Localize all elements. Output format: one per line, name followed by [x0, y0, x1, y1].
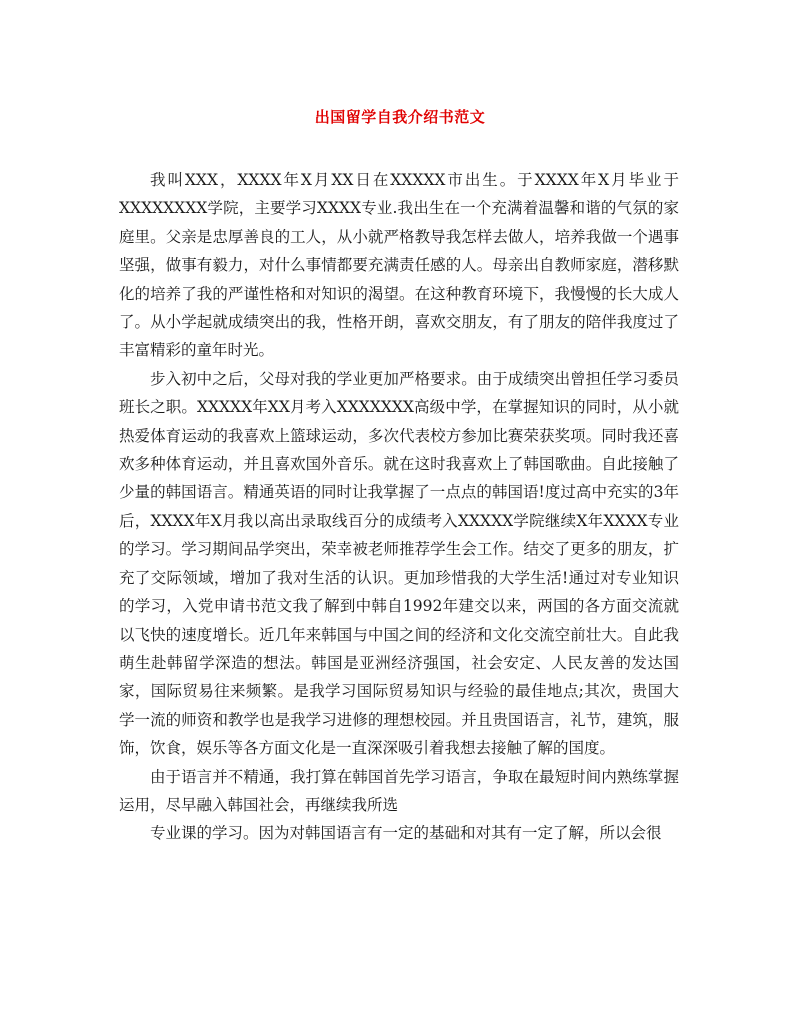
document-body: [119, 166, 679, 848]
document-title: 出国留学自我介绍书范文: [314, 108, 486, 126]
paragraph-4: 专业课的学习。因为对韩国语言有一定的基础和对其有一定了解，所以会很: [150, 824, 662, 843]
paragraph-3: 由于语言并不精通，我打算在韩国首先学习语言，争取在最短时间内熟练掌握运用，尽早融入韩国社会，再继续我所选: [119, 767, 679, 814]
paragraph-1: 我叫XXX，XXXX年X月XX日在XXXXX市出生。于XXXX年X月毕业于XXXXXXXX学院，主要学习XXXX专业.我出生在一个充满着温馨和谐的气氛的家庭里。父亲是忠厚善良的工人，从小就严格教导我怎样去做人，培养我做一个遇事坚强，做事有毅力，对什么事情都要充满责任感的人。母亲出自教师家庭，潜移默化的培养了我的严谨性格和对知识的渴望。在这种教育环境下，我慢慢的长大成人了。从小学起就成绩突出的我，性格开朗，喜欢交朋友，有了朋友的陪伴我度过了丰富精彩的童年时光。: [119, 171, 679, 360]
paragraph-2: 步入初中之后，父母对我的学业更加严格要求。由于成绩突出曾担任学习委员班长之职。XXXXX年XX月考入XXXXXXX高级中学，在掌握知识的同时，从小就热爱体育运动的我喜欢上篮球运动，多次代表校方参加比赛荣获奖项。同时我还喜欢多种体育运动，并且喜欢国外音乐。就在这时我喜欢上了韩国歌曲。自此接触了少量的韩国语言。精通英语的同时让我掌握了一点点的韩国语!度过高中充实的3年后，XXXX年X月我以高出录取线百分的成绩考入XXXXX学院继续X年XXXX专业的学习。学习期间品学突出，荣幸被老师推荐学生会工作。结交了更多的朋友，扩充了交际领域，增加了我对生活的认识。更加珍惜我的大学生活!通过对专业知识的学习，入党申请书范文我了解到中韩自1992年建交以来，两国的各方面交流就以飞快的速度增长。近几年来韩国与中国之间的经济和文化交流空前壮大。自此我萌生赴韩留学深造的想法。韩国是亚洲经济强国，社会安定、人民友善的发达国家，国际贸易往来频繁。是我学习国际贸易知识与经验的最佳地点;其次，贵国大学一流的师资和教学也是我学习进修的理想校园。并且贵国语言，礼节，建筑，服饰，饮食，娱乐等各方面文化是一直深深吸引着我想去接触了解的国度。: [119, 369, 679, 758]
